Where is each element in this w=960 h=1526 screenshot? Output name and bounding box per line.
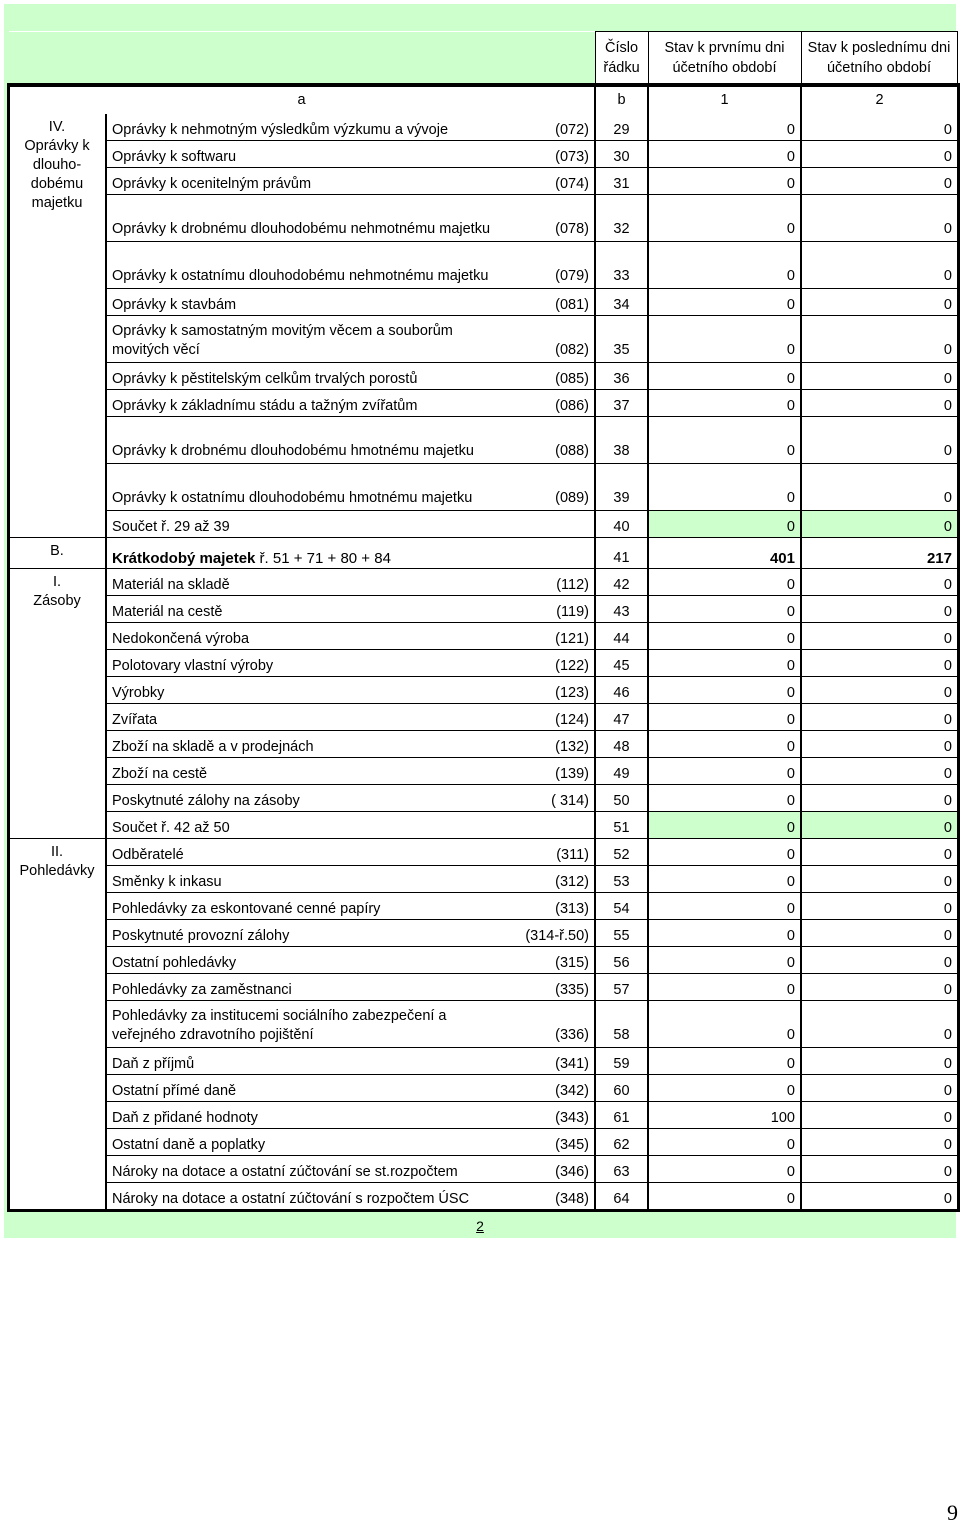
header-row-number: Číslo řádku	[595, 32, 648, 86]
value-last-day: 0	[801, 464, 957, 511]
table-row	[9, 538, 957, 569]
item-name: Pohledávky za zaměstnanci	[106, 974, 498, 1001]
item-name: Oprávky k drobnému dlouhodobému hmotnému majetku	[106, 417, 498, 464]
account-code: (089)	[498, 464, 595, 511]
item-name: Oprávky k ostatnímu dlouhodobému hmotnému majetku	[106, 464, 498, 511]
value-first-day: 0	[648, 569, 801, 596]
account-code: (082)	[498, 316, 595, 363]
account-code: (341)	[498, 1048, 595, 1075]
table-row	[9, 731, 957, 758]
account-code: (311)	[498, 839, 595, 866]
value-first-day: 0	[648, 195, 801, 242]
row-number: 52	[595, 839, 648, 866]
table-row	[9, 168, 957, 195]
value-first-day: 0	[648, 289, 801, 316]
row-number: 31	[595, 168, 648, 195]
value-first-day: 0	[648, 893, 801, 920]
value-first-day: 0	[648, 677, 801, 704]
table-row	[9, 596, 957, 623]
value-last-day: 0	[801, 812, 957, 839]
value-first-day: 0	[648, 758, 801, 785]
account-code: (081)	[498, 289, 595, 316]
value-first-day: 0	[648, 785, 801, 812]
value-last-day: 0	[801, 920, 957, 947]
section-label: IV. Oprávky k dlouho-dobému majetku	[24, 119, 90, 211]
table-row	[9, 1001, 957, 1048]
row-number: 50	[595, 785, 648, 812]
value-last-day: 0	[801, 417, 957, 464]
account-code: (132)	[498, 731, 595, 758]
value-first-day: 0	[648, 1001, 801, 1048]
section-label: B.	[9, 538, 106, 569]
item-name: Součet ř. 42 až 50	[106, 812, 498, 839]
table-row	[9, 785, 957, 812]
item-name: Oprávky k drobnému dlouhodobému nehmotnému majetku	[106, 195, 498, 242]
value-last-day: 0	[801, 1001, 957, 1048]
item-name: Součet ř. 29 až 39	[106, 511, 498, 538]
table-row	[9, 920, 957, 947]
row-number: 33	[595, 242, 648, 289]
value-last-day: 0	[801, 289, 957, 316]
table-row	[9, 758, 957, 785]
table-row	[9, 974, 957, 1001]
value-first-day: 0	[648, 417, 801, 464]
account-code: (345)	[498, 1129, 595, 1156]
row-number: 45	[595, 650, 648, 677]
table-row	[9, 289, 957, 316]
value-last-day: 0	[801, 511, 957, 538]
value-last-day: 0	[801, 1048, 957, 1075]
account-code: ( 314)	[498, 785, 595, 812]
value-last-day: 0	[801, 785, 957, 812]
value-first-day: 0	[648, 1156, 801, 1183]
row-number: 42	[595, 569, 648, 596]
value-first-day: 0	[648, 839, 801, 866]
row-number: 49	[595, 758, 648, 785]
value-last-day: 0	[801, 316, 957, 363]
row-number: 39	[595, 464, 648, 511]
table-row	[9, 893, 957, 920]
item-name: Materiál na cestě	[106, 596, 498, 623]
item-name: Odběratelé	[106, 839, 498, 866]
table-row	[9, 704, 957, 731]
item-name: Oprávky k pěstitelským celkům trvalých porostů	[106, 363, 498, 390]
item-name: Oprávky k nehmotným výsledkům výzkumu a vývoje	[106, 114, 498, 141]
value-first-day: 0	[648, 596, 801, 623]
item-name: Ostatní daně a poplatky	[106, 1129, 498, 1156]
value-first-day: 0	[648, 168, 801, 195]
item-name: Zboží na cestě	[106, 758, 498, 785]
row-number: 40	[595, 511, 648, 538]
account-code	[498, 538, 595, 569]
balance-sheet	[4, 4, 956, 1238]
account-code: (122)	[498, 650, 595, 677]
header-first-day: Stav k prvnímu dni účetního období	[648, 32, 801, 86]
table-row	[9, 195, 957, 242]
table-row	[9, 677, 957, 704]
item-name: Oprávky k softwaru	[106, 141, 498, 168]
value-last-day: 0	[801, 893, 957, 920]
account-code: (121)	[498, 623, 595, 650]
table-row	[9, 141, 957, 168]
subheader-2: 2	[801, 86, 957, 115]
value-first-day: 0	[648, 920, 801, 947]
table-row	[9, 623, 957, 650]
value-last-day: 0	[801, 650, 957, 677]
account-code: (072)	[498, 114, 595, 141]
row-number: 51	[595, 812, 648, 839]
row-number: 53	[595, 866, 648, 893]
value-last-day: 0	[801, 242, 957, 289]
value-last-day: 0	[801, 704, 957, 731]
value-last-day: 0	[801, 731, 957, 758]
value-last-day: 0	[801, 1156, 957, 1183]
value-first-day: 401	[648, 538, 801, 569]
row-number: 58	[595, 1001, 648, 1048]
value-last-day: 0	[801, 596, 957, 623]
table-row	[9, 1075, 957, 1102]
table-row	[9, 464, 957, 511]
value-last-day: 0	[801, 1075, 957, 1102]
value-last-day: 0	[801, 1102, 957, 1129]
table-row	[9, 390, 957, 417]
account-code: (112)	[498, 569, 595, 596]
account-code	[498, 511, 595, 538]
section-label: I. Zásoby	[9, 569, 106, 839]
account-code: (315)	[498, 947, 595, 974]
item-name	[106, 538, 498, 569]
subheader-1: 1	[648, 86, 801, 115]
subheader-b: b	[595, 86, 648, 115]
row-number: 60	[595, 1075, 648, 1102]
value-first-day: 0	[648, 141, 801, 168]
value-last-day: 0	[801, 1129, 957, 1156]
value-first-day: 0	[648, 1075, 801, 1102]
value-first-day: 0	[648, 1129, 801, 1156]
item-name: Nároky na dotace a ostatní zúčtování se st.rozpočtem	[106, 1156, 498, 1183]
value-last-day: 0	[801, 390, 957, 417]
row-number: 35	[595, 316, 648, 363]
item-name: Poskytnuté zálohy na zásoby	[106, 785, 498, 812]
value-last-day: 0	[801, 1183, 957, 1210]
item-name: Polotovary vlastní výroby	[106, 650, 498, 677]
item-name: Zboží na skladě a v prodejnách	[106, 731, 498, 758]
value-first-day: 0	[648, 704, 801, 731]
row-number: 54	[595, 893, 648, 920]
account-code: (139)	[498, 758, 595, 785]
row-number: 63	[595, 1156, 648, 1183]
table-row	[9, 511, 957, 538]
table-row	[9, 316, 957, 363]
value-first-day: 0	[648, 390, 801, 417]
account-code: (348)	[498, 1183, 595, 1210]
value-last-day: 0	[801, 114, 957, 141]
value-last-day: 217	[801, 538, 957, 569]
value-first-day: 0	[648, 623, 801, 650]
account-code: (336)	[498, 1001, 595, 1048]
row-number: 38	[595, 417, 648, 464]
account-code: (085)	[498, 363, 595, 390]
item-name: Ostatní přímé daně	[106, 1075, 498, 1102]
item-name-bold: Krátkodobý majetek	[112, 550, 256, 567]
table-row	[9, 1156, 957, 1183]
value-first-day: 0	[648, 464, 801, 511]
item-name: Ostatní pohledávky	[106, 947, 498, 974]
table-row	[9, 812, 957, 839]
value-last-day: 0	[801, 839, 957, 866]
row-number: 30	[595, 141, 648, 168]
row-number: 37	[595, 390, 648, 417]
value-last-day: 0	[801, 141, 957, 168]
row-number: 59	[595, 1048, 648, 1075]
item-name: Směnky k inkasu	[106, 866, 498, 893]
account-code: (088)	[498, 417, 595, 464]
item-name: Daň z přidané hodnoty	[106, 1102, 498, 1129]
row-number: 34	[595, 289, 648, 316]
item-name: Oprávky k ostatnímu dlouhodobému nehmotnému majetku	[106, 242, 498, 289]
item-name: Oprávky k ocenitelným právům	[106, 168, 498, 195]
value-last-day: 0	[801, 974, 957, 1001]
account-code: (313)	[498, 893, 595, 920]
value-last-day: 0	[801, 569, 957, 596]
row-number: 36	[595, 363, 648, 390]
account-code: (079)	[498, 242, 595, 289]
row-number: 61	[595, 1102, 648, 1129]
table-row	[9, 363, 957, 390]
section-label: II. Pohledávky	[9, 839, 106, 1210]
table-row	[9, 242, 957, 289]
row-number: 64	[595, 1183, 648, 1210]
account-code: (119)	[498, 596, 595, 623]
item-name: Nedokončená výroba	[106, 623, 498, 650]
account-code: (314-ř.50)	[498, 920, 595, 947]
account-code: (312)	[498, 866, 595, 893]
account-code: (074)	[498, 168, 595, 195]
row-number: 47	[595, 704, 648, 731]
account-code: (342)	[498, 1075, 595, 1102]
account-code: (335)	[498, 974, 595, 1001]
row-number: 43	[595, 596, 648, 623]
account-code: (073)	[498, 141, 595, 168]
balance-table	[9, 31, 958, 1210]
table-row	[9, 1102, 957, 1129]
value-first-day: 0	[648, 316, 801, 363]
item-name: Poskytnuté provozní zálohy	[106, 920, 498, 947]
item-name: Výrobky	[106, 677, 498, 704]
item-name: Pohledávky za institucemi sociálního zabezpečení a veřejného zdravotního pojištění	[106, 1001, 498, 1048]
value-last-day: 0	[801, 195, 957, 242]
row-number: 32	[595, 195, 648, 242]
value-last-day: 0	[801, 866, 957, 893]
table-row	[9, 650, 957, 677]
item-name: Oprávky k stavbám	[106, 289, 498, 316]
row-number: 41	[595, 538, 648, 569]
table-row	[9, 1048, 957, 1075]
value-first-day: 0	[648, 1048, 801, 1075]
value-last-day: 0	[801, 623, 957, 650]
row-number: 57	[595, 974, 648, 1001]
page-footer-label: 2	[476, 1218, 484, 1234]
table-row	[9, 114, 957, 141]
page-number: 9	[947, 1500, 958, 1525]
value-first-day: 0	[648, 812, 801, 839]
account-code: (346)	[498, 1156, 595, 1183]
table-row	[9, 866, 957, 893]
row-number: 46	[595, 677, 648, 704]
item-name: Oprávky k základnímu stádu a tažným zvířatům	[106, 390, 498, 417]
account-code: (343)	[498, 1102, 595, 1129]
table-row	[9, 417, 957, 464]
value-last-day: 0	[801, 947, 957, 974]
account-code	[498, 812, 595, 839]
row-number: 56	[595, 947, 648, 974]
value-first-day: 100	[648, 1102, 801, 1129]
account-code: (078)	[498, 195, 595, 242]
row-number: 29	[595, 114, 648, 141]
value-last-day: 0	[801, 677, 957, 704]
value-first-day: 0	[648, 242, 801, 289]
value-first-day: 0	[648, 866, 801, 893]
value-first-day: 0	[648, 650, 801, 677]
row-number: 44	[595, 623, 648, 650]
item-name: Nároky na dotace a ostatní zúčtování s rozpočtem ÚSC	[106, 1183, 498, 1210]
value-first-day: 0	[648, 731, 801, 758]
row-number: 62	[595, 1129, 648, 1156]
item-name: Daň z příjmů	[106, 1048, 498, 1075]
value-last-day: 0	[801, 363, 957, 390]
table-row	[9, 1129, 957, 1156]
value-first-day: 0	[648, 363, 801, 390]
table-row	[9, 947, 957, 974]
subheader-a: a	[9, 86, 595, 115]
value-first-day: 0	[648, 974, 801, 1001]
item-name: Zvířata	[106, 704, 498, 731]
account-code: (123)	[498, 677, 595, 704]
table-row	[9, 839, 957, 866]
value-first-day: 0	[648, 947, 801, 974]
account-code: (086)	[498, 390, 595, 417]
value-last-day: 0	[801, 758, 957, 785]
item-name: Materiál na skladě	[106, 569, 498, 596]
item-name: Pohledávky za eskontované cenné papíry	[106, 893, 498, 920]
table-row	[9, 1183, 957, 1210]
row-number: 48	[595, 731, 648, 758]
header-last-day: Stav k poslednímu dni účetního období	[801, 32, 957, 86]
item-name-suffix: ř. 51 + 71 + 80 + 84	[255, 550, 391, 567]
item-name: Oprávky k samostatným movitým věcem a souborům movitých věcí	[106, 316, 498, 363]
table-row	[9, 569, 957, 596]
value-first-day: 0	[648, 511, 801, 538]
account-code: (124)	[498, 704, 595, 731]
value-last-day: 0	[801, 168, 957, 195]
row-number: 55	[595, 920, 648, 947]
value-first-day: 0	[648, 1183, 801, 1210]
value-first-day: 0	[648, 114, 801, 141]
